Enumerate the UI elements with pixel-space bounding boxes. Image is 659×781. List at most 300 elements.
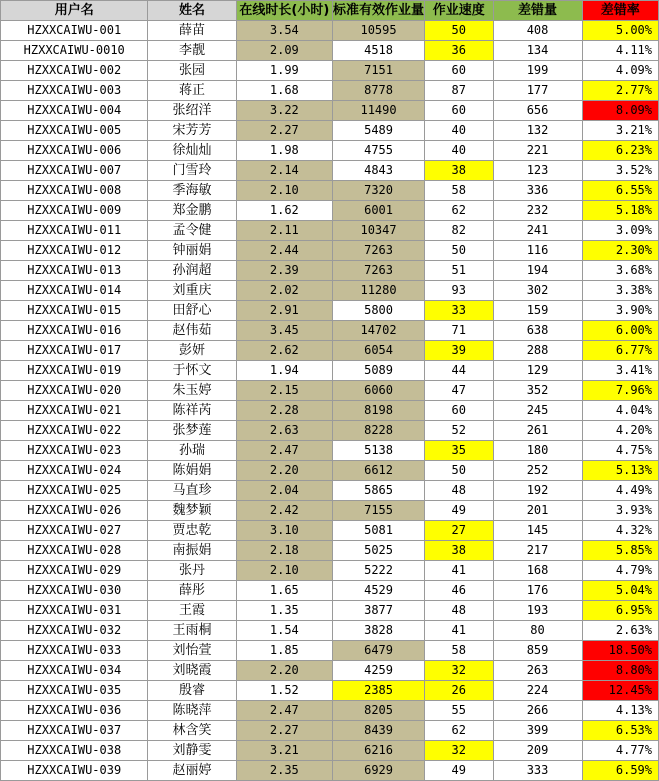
cell-hours[interactable]: 1.54	[236, 621, 332, 641]
cell-rate[interactable]: 3.09%	[582, 221, 658, 241]
cell-hours[interactable]: 2.63	[236, 421, 332, 441]
cell-user[interactable]: HZXXCAIWU-001	[1, 21, 148, 41]
table-row	[1, 441, 659, 461]
cell-name[interactable]: 季海敏	[148, 181, 236, 201]
cell-speed[interactable]: 39	[425, 341, 493, 361]
cell-hours[interactable]: 2.62	[236, 341, 332, 361]
table-row	[1, 701, 659, 721]
cell-speed[interactable]: 60	[425, 401, 493, 421]
table-row	[1, 461, 659, 481]
header-row	[1, 1, 659, 21]
cell-speed[interactable]: 60	[425, 101, 493, 121]
cell-rate[interactable]: 18.50%	[582, 641, 658, 661]
cell-rate[interactable]: 6.95%	[582, 601, 658, 621]
cell-hours[interactable]: 1.98	[236, 141, 332, 161]
cell-name[interactable]: 王霞	[148, 601, 236, 621]
cell-valid[interactable]: 8228	[333, 421, 425, 441]
cell-user[interactable]: HZXXCAIWU-020	[1, 381, 148, 401]
cell-hours[interactable]: 2.02	[236, 281, 332, 301]
cell-speed[interactable]: 32	[425, 741, 493, 761]
cell-hours[interactable]: 2.28	[236, 401, 332, 421]
cell-valid[interactable]: 5222	[333, 561, 425, 581]
cell-valid[interactable]: 7320	[333, 181, 425, 201]
cell-errors[interactable]: 859	[493, 641, 582, 661]
cell-name[interactable]: 薛苗	[148, 21, 236, 41]
cell-rate[interactable]: 4.04%	[582, 401, 658, 421]
cell-valid[interactable]: 5489	[333, 121, 425, 141]
cell-speed[interactable]: 32	[425, 661, 493, 681]
cell-speed[interactable]: 52	[425, 421, 493, 441]
cell-errors[interactable]: 168	[493, 561, 582, 581]
cell-rate[interactable]: 4.11%	[582, 41, 658, 61]
cell-speed[interactable]: 87	[425, 81, 493, 101]
cell-rate[interactable]: 2.63%	[582, 621, 658, 641]
cell-hours[interactable]: 2.10	[236, 561, 332, 581]
cell-user[interactable]: HZXXCAIWU-0010	[1, 41, 148, 61]
cell-hours[interactable]: 2.91	[236, 301, 332, 321]
header-valid[interactable]: 标准有效作业量	[333, 1, 425, 21]
cell-speed[interactable]: 49	[425, 501, 493, 521]
cell-speed[interactable]: 71	[425, 321, 493, 341]
cell-user[interactable]: HZXXCAIWU-012	[1, 241, 148, 261]
cell-name[interactable]: 张梦莲	[148, 421, 236, 441]
cell-hours[interactable]: 2.10	[236, 181, 332, 201]
cell-user[interactable]: HZXXCAIWU-025	[1, 481, 148, 501]
cell-valid[interactable]: 8198	[333, 401, 425, 421]
header-hours[interactable]: 在线时长(小时)	[236, 1, 332, 21]
cell-valid[interactable]: 6929	[333, 761, 425, 781]
cell-rate[interactable]: 3.21%	[582, 121, 658, 141]
cell-hours[interactable]: 2.42	[236, 501, 332, 521]
cell-user[interactable]: HZXXCAIWU-039	[1, 761, 148, 781]
cell-name[interactable]: 宋芳芳	[148, 121, 236, 141]
cell-errors[interactable]: 408	[493, 21, 582, 41]
cell-name[interactable]: 孙润超	[148, 261, 236, 281]
cell-speed[interactable]: 38	[425, 161, 493, 181]
cell-errors[interactable]: 209	[493, 741, 582, 761]
cell-errors[interactable]: 288	[493, 341, 582, 361]
cell-name[interactable]: 钟丽娟	[148, 241, 236, 261]
cell-valid[interactable]: 5865	[333, 481, 425, 501]
cell-hours[interactable]: 1.62	[236, 201, 332, 221]
cell-user[interactable]: HZXXCAIWU-021	[1, 401, 148, 421]
cell-user[interactable]: HZXXCAIWU-034	[1, 661, 148, 681]
cell-valid[interactable]: 4755	[333, 141, 425, 161]
cell-valid[interactable]: 5800	[333, 301, 425, 321]
cell-rate[interactable]: 3.38%	[582, 281, 658, 301]
cell-name[interactable]: 郑金鹏	[148, 201, 236, 221]
cell-errors[interactable]: 221	[493, 141, 582, 161]
cell-speed[interactable]: 36	[425, 41, 493, 61]
cell-valid[interactable]: 4529	[333, 581, 425, 601]
cell-user[interactable]: HZXXCAIWU-024	[1, 461, 148, 481]
cell-name[interactable]: 薛彤	[148, 581, 236, 601]
cell-user[interactable]: HZXXCAIWU-032	[1, 621, 148, 641]
cell-speed[interactable]: 40	[425, 141, 493, 161]
cell-speed[interactable]: 46	[425, 581, 493, 601]
table-row	[1, 281, 659, 301]
cell-errors[interactable]: 145	[493, 521, 582, 541]
table-row	[1, 421, 659, 441]
cell-rate[interactable]: 8.09%	[582, 101, 658, 121]
cell-valid[interactable]: 11490	[333, 101, 425, 121]
cell-errors[interactable]: 241	[493, 221, 582, 241]
cell-speed[interactable]: 41	[425, 561, 493, 581]
cell-valid[interactable]: 7155	[333, 501, 425, 521]
table-row	[1, 121, 659, 141]
cell-errors[interactable]: 177	[493, 81, 582, 101]
cell-errors[interactable]: 180	[493, 441, 582, 461]
header-user[interactable]: 用户名	[1, 1, 148, 21]
cell-valid[interactable]: 5081	[333, 521, 425, 541]
cell-rate[interactable]: 4.49%	[582, 481, 658, 501]
cell-errors[interactable]: 123	[493, 161, 582, 181]
cell-errors[interactable]: 116	[493, 241, 582, 261]
cell-valid[interactable]: 6216	[333, 741, 425, 761]
cell-hours[interactable]: 2.47	[236, 441, 332, 461]
cell-errors[interactable]: 252	[493, 461, 582, 481]
cell-user[interactable]: HZXXCAIWU-009	[1, 201, 148, 221]
cell-name[interactable]: 田舒心	[148, 301, 236, 321]
cell-rate[interactable]: 6.55%	[582, 181, 658, 201]
cell-name[interactable]: 南振娟	[148, 541, 236, 561]
cell-rate[interactable]: 3.41%	[582, 361, 658, 381]
cell-rate[interactable]: 12.45%	[582, 681, 658, 701]
cell-user[interactable]: HZXXCAIWU-029	[1, 561, 148, 581]
cell-valid[interactable]: 5138	[333, 441, 425, 461]
cell-user[interactable]: HZXXCAIWU-028	[1, 541, 148, 561]
cell-errors[interactable]: 193	[493, 601, 582, 621]
cell-user[interactable]: HZXXCAIWU-030	[1, 581, 148, 601]
cell-user[interactable]: HZXXCAIWU-005	[1, 121, 148, 141]
cell-hours[interactable]: 2.20	[236, 461, 332, 481]
cell-rate[interactable]: 4.20%	[582, 421, 658, 441]
cell-user[interactable]: HZXXCAIWU-019	[1, 361, 148, 381]
cell-rate[interactable]: 6.77%	[582, 341, 658, 361]
cell-speed[interactable]: 33	[425, 301, 493, 321]
cell-rate[interactable]: 2.30%	[582, 241, 658, 261]
table-row	[1, 741, 659, 761]
table-row	[1, 681, 659, 701]
cell-speed[interactable]: 50	[425, 461, 493, 481]
header-rate[interactable]: 差错率	[582, 1, 658, 21]
cell-rate[interactable]: 8.80%	[582, 661, 658, 681]
cell-user[interactable]: HZXXCAIWU-035	[1, 681, 148, 701]
cell-errors[interactable]: 129	[493, 361, 582, 381]
cell-user[interactable]: HZXXCAIWU-014	[1, 281, 148, 301]
cell-user[interactable]: HZXXCAIWU-013	[1, 261, 148, 281]
cell-valid[interactable]: 6054	[333, 341, 425, 361]
cell-errors[interactable]: 134	[493, 41, 582, 61]
cell-user[interactable]: HZXXCAIWU-022	[1, 421, 148, 441]
cell-name[interactable]: 刘重庆	[148, 281, 236, 301]
cell-speed[interactable]: 35	[425, 441, 493, 461]
cell-user[interactable]: HZXXCAIWU-006	[1, 141, 148, 161]
cell-name[interactable]: 张绍洋	[148, 101, 236, 121]
cell-rate[interactable]: 5.85%	[582, 541, 658, 561]
cell-valid[interactable]: 3828	[333, 621, 425, 641]
cell-valid[interactable]: 7151	[333, 61, 425, 81]
cell-errors[interactable]: 656	[493, 101, 582, 121]
cell-name[interactable]: 徐灿灿	[148, 141, 236, 161]
cell-hours[interactable]: 2.35	[236, 761, 332, 781]
cell-valid[interactable]: 8778	[333, 81, 425, 101]
table-row	[1, 401, 659, 421]
cell-rate[interactable]: 3.93%	[582, 501, 658, 521]
cell-rate[interactable]: 6.23%	[582, 141, 658, 161]
cell-speed[interactable]: 27	[425, 521, 493, 541]
cell-valid[interactable]: 4518	[333, 41, 425, 61]
cell-valid[interactable]: 6060	[333, 381, 425, 401]
cell-rate[interactable]: 4.32%	[582, 521, 658, 541]
cell-speed[interactable]: 41	[425, 621, 493, 641]
table-row	[1, 101, 659, 121]
table-row	[1, 141, 659, 161]
cell-valid[interactable]: 14702	[333, 321, 425, 341]
cell-speed[interactable]: 44	[425, 361, 493, 381]
cell-hours[interactable]: 2.47	[236, 701, 332, 721]
cell-valid[interactable]: 10347	[333, 221, 425, 241]
cell-errors[interactable]: 333	[493, 761, 582, 781]
header-speed[interactable]: 作业速度	[425, 1, 493, 21]
cell-speed[interactable]: 40	[425, 121, 493, 141]
cell-errors[interactable]: 302	[493, 281, 582, 301]
cell-valid[interactable]: 4259	[333, 661, 425, 681]
cell-errors[interactable]: 263	[493, 661, 582, 681]
cell-name[interactable]: 孙瑞	[148, 441, 236, 461]
cell-valid[interactable]: 8439	[333, 721, 425, 741]
cell-rate[interactable]: 4.09%	[582, 61, 658, 81]
cell-name[interactable]: 陈娟娟	[148, 461, 236, 481]
cell-user[interactable]: HZXXCAIWU-017	[1, 341, 148, 361]
cell-name[interactable]: 朱玉婷	[148, 381, 236, 401]
cell-hours[interactable]: 2.04	[236, 481, 332, 501]
cell-hours[interactable]: 2.20	[236, 661, 332, 681]
header-name[interactable]: 姓名	[148, 1, 236, 21]
cell-errors[interactable]: 132	[493, 121, 582, 141]
cell-rate[interactable]: 7.96%	[582, 381, 658, 401]
cell-hours[interactable]: 2.14	[236, 161, 332, 181]
cell-speed[interactable]: 48	[425, 481, 493, 501]
table-row	[1, 361, 659, 381]
cell-user[interactable]: HZXXCAIWU-016	[1, 321, 148, 341]
cell-rate[interactable]: 6.53%	[582, 721, 658, 741]
cell-name[interactable]: 赵伟茹	[148, 321, 236, 341]
cell-user[interactable]: HZXXCAIWU-026	[1, 501, 148, 521]
cell-errors[interactable]: 199	[493, 61, 582, 81]
cell-user[interactable]: HZXXCAIWU-015	[1, 301, 148, 321]
cell-name[interactable]: 刘晓霞	[148, 661, 236, 681]
cell-errors[interactable]: 159	[493, 301, 582, 321]
cell-hours[interactable]: 1.94	[236, 361, 332, 381]
cell-hours[interactable]: 2.18	[236, 541, 332, 561]
cell-valid[interactable]: 10595	[333, 21, 425, 41]
table-row	[1, 241, 659, 261]
cell-name[interactable]: 殷睿	[148, 681, 236, 701]
header-errors[interactable]: 差错量	[493, 1, 582, 21]
cell-name[interactable]: 王雨桐	[148, 621, 236, 641]
cell-hours[interactable]: 2.09	[236, 41, 332, 61]
cell-rate[interactable]: 4.75%	[582, 441, 658, 461]
cell-speed[interactable]: 62	[425, 201, 493, 221]
cell-name[interactable]: 刘静雯	[148, 741, 236, 761]
table-row	[1, 321, 659, 341]
cell-user[interactable]: HZXXCAIWU-038	[1, 741, 148, 761]
table-row	[1, 641, 659, 661]
cell-valid[interactable]: 11280	[333, 281, 425, 301]
cell-rate[interactable]: 3.68%	[582, 261, 658, 281]
table-row	[1, 21, 659, 41]
cell-hours[interactable]: 2.27	[236, 121, 332, 141]
cell-errors[interactable]: 352	[493, 381, 582, 401]
cell-user[interactable]: HZXXCAIWU-008	[1, 181, 148, 201]
cell-hours[interactable]: 1.99	[236, 61, 332, 81]
cell-user[interactable]: HZXXCAIWU-007	[1, 161, 148, 181]
cell-name[interactable]: 赵丽婷	[148, 761, 236, 781]
cell-name[interactable]: 魏梦颖	[148, 501, 236, 521]
cell-user[interactable]: HZXXCAIWU-002	[1, 61, 148, 81]
cell-errors[interactable]: 192	[493, 481, 582, 501]
cell-speed[interactable]: 47	[425, 381, 493, 401]
cell-valid[interactable]: 5025	[333, 541, 425, 561]
cell-errors[interactable]: 399	[493, 721, 582, 741]
cell-rate[interactable]: 4.79%	[582, 561, 658, 581]
cell-name[interactable]: 贾忠乾	[148, 521, 236, 541]
cell-user[interactable]: HZXXCAIWU-027	[1, 521, 148, 541]
cell-speed[interactable]: 50	[425, 241, 493, 261]
cell-speed[interactable]: 60	[425, 61, 493, 81]
cell-hours[interactable]: 3.22	[236, 101, 332, 121]
cell-name[interactable]: 门雪玲	[148, 161, 236, 181]
table-row	[1, 61, 659, 81]
cell-speed[interactable]: 58	[425, 641, 493, 661]
cell-name[interactable]: 陈祥芮	[148, 401, 236, 421]
cell-valid[interactable]: 4843	[333, 161, 425, 181]
cell-errors[interactable]: 266	[493, 701, 582, 721]
cell-user[interactable]: HZXXCAIWU-033	[1, 641, 148, 661]
cell-hours[interactable]: 3.21	[236, 741, 332, 761]
cell-speed[interactable]: 50	[425, 21, 493, 41]
cell-errors[interactable]: 261	[493, 421, 582, 441]
cell-hours[interactable]: 2.27	[236, 721, 332, 741]
table-row	[1, 381, 659, 401]
cell-errors[interactable]: 80	[493, 621, 582, 641]
cell-name[interactable]: 张丹	[148, 561, 236, 581]
cell-rate[interactable]: 4.77%	[582, 741, 658, 761]
cell-rate[interactable]: 5.13%	[582, 461, 658, 481]
cell-user[interactable]: HZXXCAIWU-037	[1, 721, 148, 741]
cell-errors[interactable]: 201	[493, 501, 582, 521]
cell-user[interactable]: HZXXCAIWU-031	[1, 601, 148, 621]
cell-valid[interactable]: 7263	[333, 261, 425, 281]
cell-hours[interactable]: 1.35	[236, 601, 332, 621]
cell-errors[interactable]: 194	[493, 261, 582, 281]
cell-name[interactable]: 马直珍	[148, 481, 236, 501]
cell-name[interactable]: 李靓	[148, 41, 236, 61]
cell-speed[interactable]: 93	[425, 281, 493, 301]
cell-valid[interactable]: 5089	[333, 361, 425, 381]
cell-hours[interactable]: 3.10	[236, 521, 332, 541]
cell-hours[interactable]: 1.85	[236, 641, 332, 661]
cell-name[interactable]: 蒋正	[148, 81, 236, 101]
table-row	[1, 261, 659, 281]
cell-rate[interactable]: 5.04%	[582, 581, 658, 601]
cell-user[interactable]: HZXXCAIWU-004	[1, 101, 148, 121]
cell-rate[interactable]: 3.90%	[582, 301, 658, 321]
cell-name[interactable]: 张园	[148, 61, 236, 81]
cell-user[interactable]: HZXXCAIWU-011	[1, 221, 148, 241]
cell-errors[interactable]: 638	[493, 321, 582, 341]
cell-hours[interactable]: 2.11	[236, 221, 332, 241]
cell-rate[interactable]: 6.00%	[582, 321, 658, 341]
cell-user[interactable]: HZXXCAIWU-023	[1, 441, 148, 461]
cell-speed[interactable]: 38	[425, 541, 493, 561]
cell-speed[interactable]: 48	[425, 601, 493, 621]
cell-hours[interactable]: 2.15	[236, 381, 332, 401]
cell-speed[interactable]: 49	[425, 761, 493, 781]
cell-errors[interactable]: 232	[493, 201, 582, 221]
cell-hours[interactable]: 1.65	[236, 581, 332, 601]
cell-user[interactable]: HZXXCAIWU-036	[1, 701, 148, 721]
cell-hours[interactable]: 3.45	[236, 321, 332, 341]
table-row	[1, 181, 659, 201]
cell-hours[interactable]: 2.39	[236, 261, 332, 281]
cell-valid[interactable]: 6612	[333, 461, 425, 481]
cell-user[interactable]: HZXXCAIWU-003	[1, 81, 148, 101]
cell-errors[interactable]: 176	[493, 581, 582, 601]
cell-speed[interactable]: 26	[425, 681, 493, 701]
cell-hours[interactable]: 1.52	[236, 681, 332, 701]
cell-name[interactable]: 林含笑	[148, 721, 236, 741]
cell-rate[interactable]: 2.77%	[582, 81, 658, 101]
table-row	[1, 541, 659, 561]
cell-valid[interactable]: 2385	[333, 681, 425, 701]
cell-hours[interactable]: 3.54	[236, 21, 332, 41]
cell-rate[interactable]: 3.52%	[582, 161, 658, 181]
table-row	[1, 721, 659, 741]
cell-errors[interactable]: 336	[493, 181, 582, 201]
table-row	[1, 761, 659, 781]
cell-rate[interactable]: 4.13%	[582, 701, 658, 721]
cell-hours[interactable]: 2.44	[236, 241, 332, 261]
cell-name[interactable]: 孟令健	[148, 221, 236, 241]
cell-rate[interactable]: 5.00%	[582, 21, 658, 41]
cell-name[interactable]: 于怀文	[148, 361, 236, 381]
cell-valid[interactable]: 6001	[333, 201, 425, 221]
cell-valid[interactable]: 6479	[333, 641, 425, 661]
cell-speed[interactable]: 55	[425, 701, 493, 721]
cell-errors[interactable]: 217	[493, 541, 582, 561]
cell-speed[interactable]: 82	[425, 221, 493, 241]
cell-speed[interactable]: 51	[425, 261, 493, 281]
table-row	[1, 161, 659, 181]
table-row	[1, 41, 659, 61]
cell-name[interactable]: 陈晓萍	[148, 701, 236, 721]
cell-name[interactable]: 彭妍	[148, 341, 236, 361]
cell-speed[interactable]: 62	[425, 721, 493, 741]
cell-speed[interactable]: 58	[425, 181, 493, 201]
cell-rate[interactable]: 6.59%	[582, 761, 658, 781]
cell-hours[interactable]: 1.68	[236, 81, 332, 101]
table-row	[1, 521, 659, 541]
cell-valid[interactable]: 7263	[333, 241, 425, 261]
cell-errors[interactable]: 224	[493, 681, 582, 701]
cell-valid[interactable]: 8205	[333, 701, 425, 721]
cell-rate[interactable]: 5.18%	[582, 201, 658, 221]
cell-name[interactable]: 刘怡萱	[148, 641, 236, 661]
cell-errors[interactable]: 245	[493, 401, 582, 421]
cell-valid[interactable]: 3877	[333, 601, 425, 621]
